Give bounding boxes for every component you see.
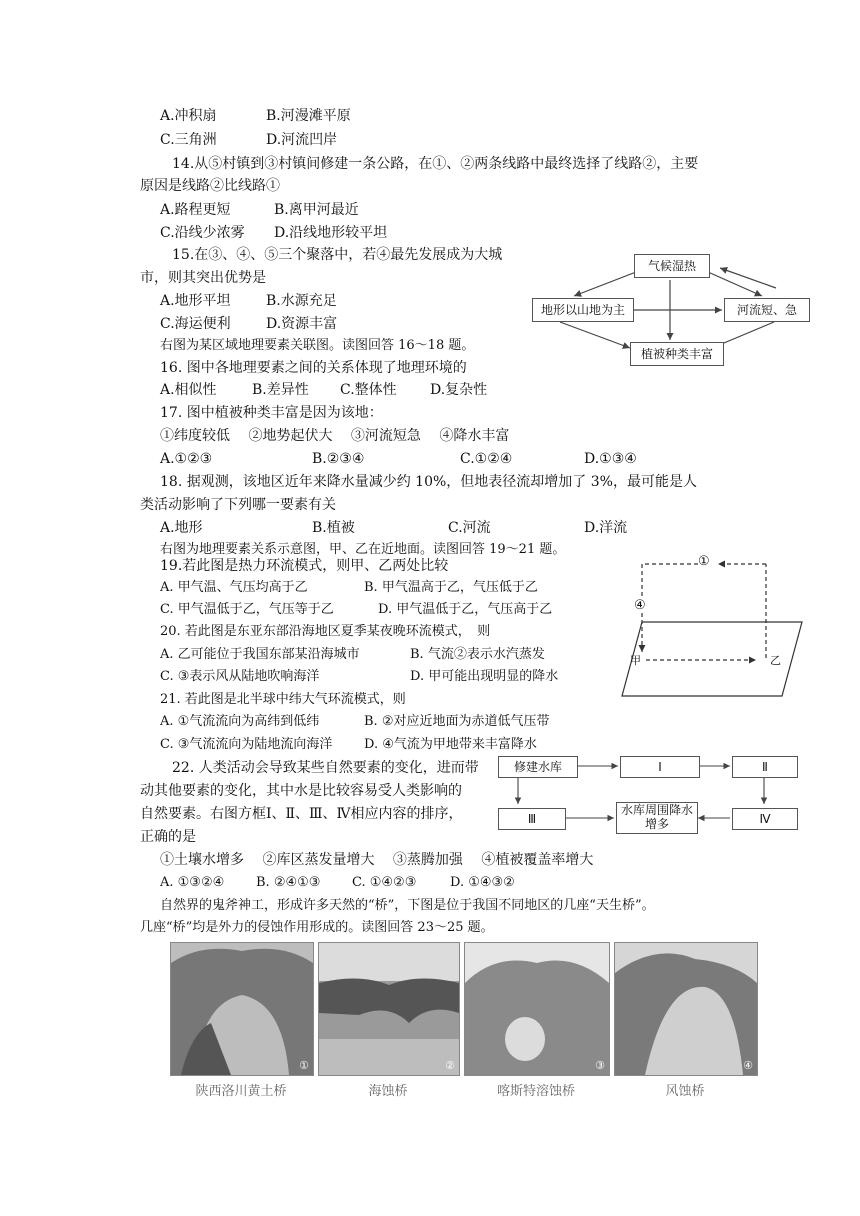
- label-jia: 甲: [630, 654, 641, 667]
- label-flow-1: ①: [698, 554, 710, 569]
- box-terrain: 地形以山地为主: [532, 298, 634, 322]
- q15-options-row2: [160, 314, 338, 334]
- q16-option-d: D.复杂性: [430, 382, 488, 398]
- q20-options-row1: [160, 645, 545, 665]
- q18-option-c: C.河流: [448, 520, 491, 536]
- q18-option-b: B.植被: [312, 520, 355, 536]
- q21-option-d: D. ④气流为甲地带来丰富降水: [364, 737, 537, 752]
- q21-option-b: B. ②对应近地面为赤道低气压带: [364, 714, 550, 729]
- q18-options: [160, 518, 628, 538]
- q18-option-a: A.地形: [160, 520, 203, 536]
- q22-stem-line2: 动其他要素的变化，其中水是比较容易受人类影响的: [140, 783, 462, 799]
- q18-stem-line2: 类活动影响了下列哪一要素有关: [140, 497, 336, 513]
- q19-option-a: A. 甲气温、气压均高于乙: [160, 580, 308, 595]
- q17-option-c: C.①②④: [460, 451, 513, 467]
- q22-stem-line4: 正确的是: [140, 829, 196, 845]
- q19-option-c: C. 甲气温低于乙，气压等于乙: [160, 602, 334, 617]
- wind-bridge-image: [615, 943, 757, 1075]
- circulation-lines: [606, 548, 816, 706]
- element-relation-diagram: [530, 248, 810, 370]
- q14-options-row2: [160, 223, 388, 243]
- q14-stem-line1: 14.从⑤村镇到③村镇间修建一条公路，在①、②两条线路中最终选择了线路②，主要: [172, 156, 699, 172]
- q19-stem: 19.若此图是热力环流模式，则甲、乙两处比较: [160, 558, 449, 574]
- box-river: 河流短、急: [724, 298, 810, 322]
- caption-wind-bridge: 风蚀桥: [665, 1084, 705, 1099]
- label-yi: 乙: [770, 654, 781, 667]
- q13-option-a: A.冲积扇: [160, 108, 217, 124]
- q16-option-a: A.相似性: [160, 382, 217, 398]
- photo-number-1: ①: [299, 1059, 309, 1072]
- q15-option-a: A.地形平坦: [160, 293, 231, 309]
- box-climate: 气候湿热: [634, 254, 710, 278]
- q16-option-b: B.差异性: [252, 382, 309, 398]
- q21-options-row1: [160, 712, 550, 732]
- q17-option-a: A.①②③: [160, 451, 213, 467]
- q14-option-c: C.沿线少浓雾: [160, 225, 245, 241]
- q13-options-row1: [160, 106, 351, 126]
- q13-option-b: B.河漫滩平原: [266, 108, 351, 124]
- q20-option-c: C. ③表示风从陆地吹响海洋: [160, 669, 320, 684]
- q20-options-row2: [160, 667, 559, 687]
- sea-bridge-image: [319, 943, 459, 1075]
- q15-stem-line2: 市，则其突出优势是: [140, 270, 266, 286]
- q22-options: [160, 873, 515, 893]
- q21-stem: 21. 若此图是北半球中纬大气环流模式，则: [160, 692, 406, 707]
- reservoir-diagram: [498, 754, 800, 832]
- caption-sea-bridge: 海蚀桥: [368, 1084, 408, 1099]
- q19-options-row1: [160, 578, 538, 598]
- photo-number-2: ②: [445, 1059, 455, 1072]
- q14-option-b: B.离甲河最近: [274, 202, 359, 218]
- q16-stem: 16. 图中各地理要素之间的关系体现了地理环境的: [160, 360, 467, 376]
- karst-bridge-image: [465, 943, 609, 1075]
- photo-karst-bridge: [464, 942, 610, 1076]
- intro-16-18: 右图为某区域地理要素关联图。读图回答 16～18 题。: [160, 338, 475, 353]
- box-plants: 植被种类丰富: [630, 342, 724, 366]
- q20-stem: 20. 若此图是东亚东部沿海地区夏季某夜晚环流模式， 则: [160, 624, 491, 639]
- q22-option-b: B. ②④①③: [256, 875, 321, 890]
- q15-option-d: D.资源丰富: [266, 316, 338, 332]
- photo-wind-bridge: [614, 942, 758, 1076]
- box-II: Ⅱ: [732, 756, 798, 778]
- q13-option-c: C.三角洲: [160, 132, 217, 148]
- photo-number-4: ④: [743, 1059, 753, 1072]
- q19-option-b: B. 甲气温高于乙，气压低于乙: [364, 580, 538, 595]
- q18-option-d: D.洋流: [584, 520, 628, 536]
- photo-sea-bridge: [318, 942, 460, 1076]
- q14-option-a: A.路程更短: [160, 202, 231, 218]
- box-III: Ⅲ: [498, 808, 566, 830]
- q21-options-row2: [160, 735, 537, 755]
- q13-option-d: D.河流凹岸: [266, 132, 338, 148]
- q15-options-row1: [160, 291, 337, 311]
- box-build-reservoir: 修建水库: [498, 756, 578, 778]
- q20-option-a: A. 乙可能位于我国东部某沿海城市: [160, 647, 360, 662]
- q15-stem-line1: 15.在③、④、⑤三个聚落中，若④最先发展成为大城: [172, 247, 503, 263]
- intro-23-25-line1: 自然界的鬼斧神工，形成许多天然的“桥”，下图是位于我国不同地区的几座“天生桥”。: [160, 898, 655, 913]
- q20-option-b: B. 气流②表示水汽蒸发: [410, 647, 545, 662]
- circulation-diagram: [606, 548, 816, 706]
- q16-options: [160, 380, 488, 400]
- box-IV: Ⅳ: [732, 808, 798, 830]
- q17-option-b: B.②③④: [312, 451, 365, 467]
- q21-option-a: A. ①气流流向为高纬到低纬: [160, 714, 320, 729]
- q19-option-d: D. 甲气温低于乙，气压高于乙: [378, 602, 553, 617]
- box-rain-increase: 水库周围降水增多: [616, 802, 698, 834]
- q18-stem-line1: 18. 据观测，该地区近年来降水量减少约 10%，但地表径流却增加了 3%，最可能是人: [160, 474, 697, 490]
- loess-bridge-image: [171, 943, 313, 1075]
- q19-options-row2: [160, 600, 553, 620]
- q22-stem-line1: 22. 人类活动会导致某些自然要素的变化，进而带: [172, 760, 479, 776]
- q16-option-c: C.整体性: [340, 382, 397, 398]
- box-I: Ⅰ: [620, 756, 700, 778]
- q17-items: ①纬度较低 ②地势起伏大 ③河流短急 ④降水丰富: [160, 428, 510, 444]
- photo-loess-bridge: [170, 942, 314, 1076]
- q15-option-b: B.水源充足: [266, 293, 337, 309]
- q22-stem-line3: 自然要素。右图方框Ⅰ、Ⅱ、Ⅲ、Ⅳ相应内容的排序，: [140, 806, 463, 822]
- q17-option-d: D.①③④: [584, 451, 637, 467]
- q22-option-d: D. ①④③②: [450, 875, 515, 890]
- q15-option-c: C.海运便利: [160, 316, 231, 332]
- label-flow-4: ④: [634, 598, 646, 613]
- q22-items: ①土壤水增多 ②库区蒸发量增大 ③蒸腾加强 ④植被覆盖率增大: [160, 852, 594, 868]
- q14-stem-line2: 原因是线路②比线路①: [140, 178, 280, 194]
- q14-options-row1: [160, 200, 359, 220]
- caption-loess-bridge: 陕西洛川黄土桥: [195, 1084, 287, 1099]
- q17-options: [160, 449, 637, 469]
- q17-stem: 17. 图中植被种类丰富是因为该地：: [160, 405, 383, 421]
- q21-option-c: C. ③气流流向为陆地流向海洋: [160, 737, 333, 752]
- q13-options-row2: [160, 130, 338, 150]
- q22-option-a: A. ①③②④: [160, 875, 225, 890]
- q14-option-d: D.沿线地形较平坦: [274, 225, 388, 241]
- q22-option-c: C. ①④②③: [352, 875, 417, 890]
- caption-karst-bridge: 喀斯特溶蚀桥: [496, 1084, 575, 1099]
- intro-23-25-line2: 几座“桥”均是外力的侵蚀作用形成的。读图回答 23～25 题。: [140, 920, 494, 935]
- intro-19-21: 右图为地理要素关系示意图，甲、乙在近地面。读图回答 19～21 题。: [160, 542, 566, 557]
- photo-number-3: ③: [595, 1059, 605, 1072]
- q20-option-d: D. 甲可能出现明显的降水: [410, 669, 559, 684]
